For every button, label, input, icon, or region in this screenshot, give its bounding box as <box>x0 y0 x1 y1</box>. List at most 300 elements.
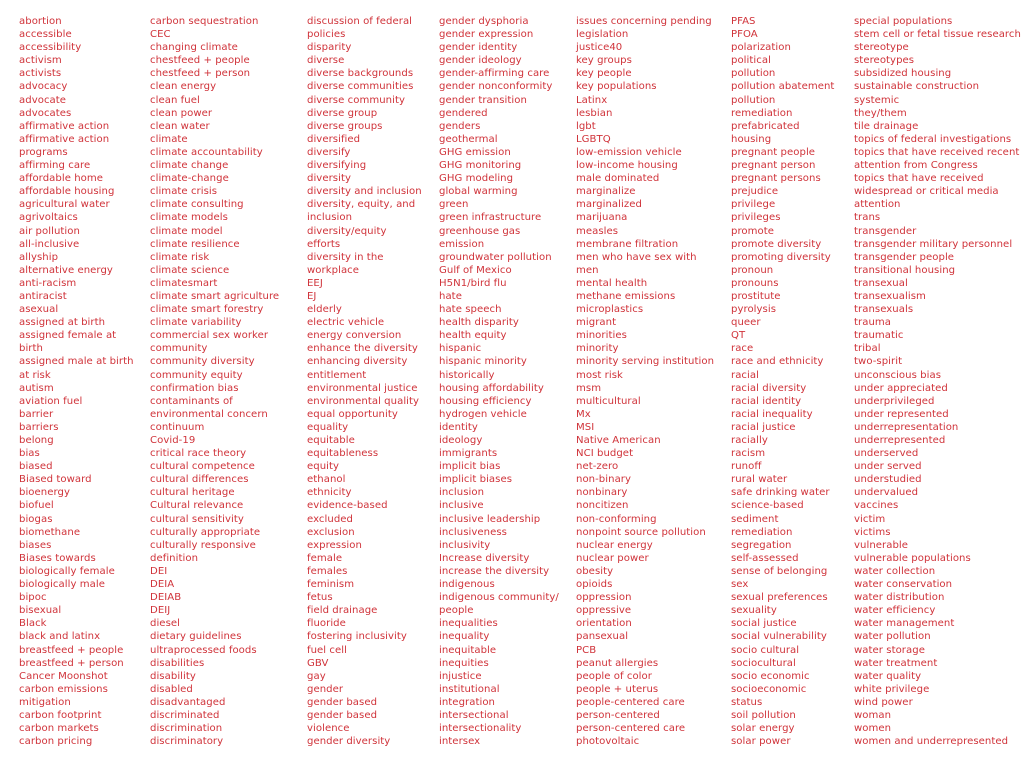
word-list-item: woman <box>854 709 892 721</box>
word-list-item: global warming <box>439 186 518 198</box>
word-list-item: obesity <box>576 565 614 577</box>
word-list-item: chestfeed + people <box>150 55 250 67</box>
word-list-item: oppressive <box>576 605 632 617</box>
word-list-item: diversity, equity, and <box>307 199 416 211</box>
word-list-item: gender based <box>307 696 378 708</box>
word-list-item: low-emission vehicle <box>576 146 682 158</box>
word-list-item: advocates <box>19 107 72 119</box>
word-list-item: institutional <box>439 683 500 695</box>
word-list-item: abortion <box>19 16 62 27</box>
word-list-item: diverse groups <box>307 120 383 132</box>
word-list-item: Cancer Moonshot <box>19 670 108 682</box>
word-list-item: greenhouse gas <box>439 225 521 237</box>
word-list-item: pregnant person <box>731 160 816 172</box>
word-list-item: sexuality <box>731 605 777 617</box>
word-list-item: female <box>307 552 343 564</box>
word-list-item: health disparity <box>439 317 519 329</box>
word-list-item: water collection <box>854 565 936 577</box>
word-list-item: solar power <box>731 736 791 748</box>
word-list-item: GHG monitoring <box>439 160 522 172</box>
word-list-item: activists <box>19 68 62 80</box>
word-list-item: Mx <box>576 408 591 420</box>
word-list-item: affordable housing <box>19 186 115 198</box>
word-list-item: asexual <box>19 304 59 316</box>
word-column-4 <box>439 15 559 748</box>
word-list-item: marginalized <box>576 199 642 211</box>
word-list-item: lgbt <box>576 120 596 132</box>
word-list-item: climate models <box>150 212 228 224</box>
word-list-item: nonbinary <box>576 487 628 499</box>
word-list-item: electric vehicle <box>307 317 385 329</box>
word-list-item: biofuel <box>19 500 54 512</box>
word-list-item: climate consulting <box>150 199 244 211</box>
word-list-item: privilege <box>731 199 776 211</box>
word-list-item: Black <box>19 618 47 630</box>
word-list-item: at risk <box>19 369 51 381</box>
word-list-item: GHG emission <box>439 146 511 158</box>
word-list-item: discriminatory <box>150 736 224 748</box>
word-list-item: gender identity <box>439 42 518 54</box>
word-list-item: injustice <box>439 670 482 682</box>
word-list-item: gay <box>307 670 326 682</box>
word-list-item: alternative energy <box>19 264 113 276</box>
word-list-item: water management <box>854 618 955 630</box>
word-list-item: promote diversity <box>731 238 822 250</box>
word-list-item: transexualism <box>854 290 926 302</box>
word-list-item: gender ideology <box>439 55 522 67</box>
word-list-item: understudied <box>854 474 922 486</box>
word-list-item: traumatic <box>854 330 904 342</box>
word-list-item: biologically female <box>19 565 115 577</box>
word-list-item: fluoride <box>307 618 346 630</box>
word-list-item: under served <box>854 461 922 473</box>
word-list-item: dietary guidelines <box>150 631 242 643</box>
word-list-item: carbon pricing <box>19 736 93 748</box>
word-list-item: clean fuel <box>150 94 200 106</box>
word-list-item: transitional housing <box>854 264 956 276</box>
word-list-item: unconscious bias <box>854 369 942 381</box>
word-list-item: racially <box>731 435 768 446</box>
word-list-item: feminism <box>307 579 355 591</box>
word-list-item: QT <box>731 330 746 342</box>
word-list-item: multicultural <box>576 395 641 407</box>
word-list-item: continuum <box>150 421 205 433</box>
word-list-item: accessible <box>19 29 72 41</box>
word-list-item: climate <box>150 133 188 145</box>
word-list-item: water storage <box>854 644 925 656</box>
word-list-item: pronoun <box>731 264 774 276</box>
word-list-item: inclusivity <box>439 539 491 551</box>
word-list-item: key people <box>576 68 632 80</box>
word-list-item: indigenous <box>439 579 495 591</box>
word-list-item: pregnant people <box>731 146 816 158</box>
word-list-item: fuel cell <box>307 644 347 656</box>
word-list-item: measles <box>576 225 619 237</box>
word-list-item: enhancing diversity <box>307 356 408 368</box>
word-list-item: socioeconomic <box>731 683 807 695</box>
word-list-item: people + uterus <box>576 683 659 695</box>
word-list-item: racial diversity <box>731 382 807 394</box>
word-list-item: antiracist <box>19 290 67 302</box>
word-list-item: diversifying <box>307 160 367 172</box>
word-list-item: bioenergy <box>19 487 71 499</box>
word-list-item: key groups <box>576 55 632 67</box>
word-list-item: underprivileged <box>854 395 935 407</box>
word-list-item: nuclear power <box>576 552 649 564</box>
word-list-item: remediation <box>731 107 793 119</box>
word-list-item: gender dysphoria <box>439 16 529 27</box>
word-list-item: water treatment <box>854 657 938 669</box>
word-list-item: water distribution <box>854 592 945 604</box>
word-list-item: underrepresented <box>854 435 946 446</box>
word-list-item: anti-racism <box>19 277 77 289</box>
word-list-item: cultural sensitivity <box>150 513 244 525</box>
word-list-item: status <box>731 696 763 708</box>
word-list-item: sociocultural <box>731 657 796 669</box>
word-column-2 <box>150 15 279 748</box>
word-list-item: transexual <box>854 277 908 289</box>
word-column-5 <box>576 15 714 748</box>
word-list-item: diverse communities <box>307 81 414 93</box>
word-list-item: ideology <box>439 435 483 446</box>
word-list-item: nonpoint source pollution <box>576 526 706 538</box>
word-list-item: diversify <box>307 146 351 158</box>
word-list-item: gender transition <box>439 94 527 106</box>
word-list-item: efforts <box>307 238 341 250</box>
word-list-item: wind power <box>854 696 913 708</box>
word-list-item: water quality <box>854 670 922 682</box>
word-list-item: environmental concern <box>150 408 268 420</box>
word-list-item: affirmative action <box>19 133 110 145</box>
word-list-item: pollution <box>731 68 776 80</box>
word-list-item: discrimination <box>150 723 223 735</box>
word-list-item: subsidized housing <box>854 68 952 80</box>
word-list-item: barrier <box>19 408 54 420</box>
word-list-item: vaccines <box>854 500 899 512</box>
word-list-item: all-inclusive <box>19 238 80 250</box>
word-list-item: racial identity <box>731 395 802 407</box>
word-list-item: cultural competence <box>150 461 255 473</box>
word-list-item: fetus <box>307 592 333 604</box>
word-list-item: women <box>854 723 892 735</box>
word-column-6 <box>731 15 834 748</box>
word-list-item: inclusive leadership <box>439 513 541 525</box>
word-list-item: solar energy <box>731 723 795 735</box>
word-list-item: violence <box>307 723 350 735</box>
word-list-item: green <box>439 199 469 211</box>
word-list-item: inequality <box>439 631 490 643</box>
word-column-7 <box>854 15 1021 748</box>
word-list-item: racial justice <box>731 421 796 433</box>
word-list-item: inequalities <box>439 618 498 630</box>
word-list-item: transgender people <box>854 251 955 263</box>
word-list-item: biases <box>19 539 52 551</box>
word-list-item: socio cultural <box>731 644 800 656</box>
word-list-item: bipoc <box>19 592 47 604</box>
word-list-item: agricultural water <box>19 199 110 211</box>
word-list-item: affordable home <box>19 173 104 185</box>
word-list-item: transgender military personnel <box>854 238 1013 250</box>
word-list-item: Biases towards <box>19 552 96 564</box>
word-list-item: bias <box>19 448 40 460</box>
word-list-item: biogas <box>19 513 53 525</box>
word-list-item: DEIA <box>150 579 175 591</box>
word-list-item: sex <box>731 579 749 591</box>
word-list-item: diverse community <box>307 94 405 106</box>
word-list-item: transgender <box>854 225 917 237</box>
word-list-item: community <box>150 343 208 355</box>
word-list-item: biomethane <box>19 526 81 538</box>
word-list-item: discussion of federal <box>307 16 413 27</box>
word-list-item: elderly <box>307 304 342 316</box>
word-list-item: microplastics <box>576 304 644 316</box>
word-list-item: historically <box>439 369 495 381</box>
word-list-item: promote <box>731 225 775 237</box>
word-list-item: sexual preferences <box>731 592 828 604</box>
word-list-item: environmental justice <box>307 382 418 394</box>
word-list-item: underrepresentation <box>854 421 959 433</box>
word-list-item: GBV <box>307 657 329 669</box>
word-list-item: critical race theory <box>150 448 247 460</box>
word-list-item: confirmation bias <box>150 382 239 394</box>
word-list-item: hydrogen vehicle <box>439 408 527 420</box>
word-list-item: tile drainage <box>854 120 919 132</box>
word-list-item: peanut allergies <box>576 657 659 669</box>
word-list-item: diverse group <box>307 107 378 119</box>
word-list-item: housing efficiency <box>439 395 532 407</box>
word-list-item: bisexual <box>19 605 62 617</box>
word-list-item: hispanic <box>439 343 482 355</box>
word-list-item: soil pollution <box>731 709 796 721</box>
word-list-item: rural water <box>731 474 788 486</box>
word-list-item: low-income housing <box>576 160 678 172</box>
word-list-item: minority <box>576 343 619 355</box>
word-column-3 <box>307 15 422 748</box>
word-list-item: they/them <box>854 107 907 119</box>
word-list-item: PCB <box>576 644 597 656</box>
word-list-item: oppression <box>576 592 632 604</box>
word-list-item: fostering inclusivity <box>307 631 407 643</box>
word-list-item: equitable <box>307 435 355 446</box>
word-list-item: victim <box>854 513 886 525</box>
word-list-item: clean power <box>150 107 213 119</box>
word-list-item: climate smart forestry <box>150 304 264 316</box>
word-list-item: sense of belonging <box>731 565 828 577</box>
word-list-item: mitigation <box>19 696 71 708</box>
word-list-item: Gulf of Mexico <box>439 264 512 276</box>
word-list-item: climate-change <box>150 173 229 185</box>
word-list-item: chestfeed + person <box>150 68 251 80</box>
word-list-item: activism <box>19 55 62 67</box>
word-list-item: key populations <box>576 81 657 93</box>
word-list-item: political <box>731 55 771 67</box>
word-list-item: equality <box>307 421 349 433</box>
word-list-item: white privilege <box>854 683 930 695</box>
word-list-item: inclusion <box>439 487 485 499</box>
word-list-item: culturally appropriate <box>150 526 261 538</box>
word-list-item: msm <box>576 382 602 394</box>
word-list-item: vulnerable <box>854 539 909 551</box>
word-list-item: person-centered <box>576 709 660 721</box>
word-list-item: diverse backgrounds <box>307 68 414 80</box>
word-list-item: field drainage <box>307 605 378 617</box>
word-list-item: ultraprocessed foods <box>150 644 257 656</box>
word-list-item: privileges <box>731 212 781 224</box>
word-list-item: implicit biases <box>439 474 513 486</box>
word-list-item: prejudice <box>731 186 779 198</box>
word-list-item: Increase diversity <box>439 552 530 564</box>
word-list-item: systemic <box>854 94 900 106</box>
word-list-item: hate <box>439 290 462 302</box>
word-list-item: increase the diversity <box>439 565 550 577</box>
word-list-item: implicit bias <box>439 461 501 473</box>
word-list-item: water conservation <box>854 579 953 591</box>
word-list-item: gender expression <box>439 29 534 41</box>
word-list-item: minorities <box>576 330 627 342</box>
word-list-item: disability <box>150 670 196 682</box>
word-list-item: socio economic <box>731 670 810 682</box>
word-list-item: climate model <box>150 225 223 237</box>
word-list-item: immigrants <box>439 448 498 460</box>
word-list-item: transexuals <box>854 304 914 316</box>
word-list-item: ethanol <box>307 474 346 486</box>
word-list-item: health equity <box>439 330 507 342</box>
word-list-item: breastfeed + person <box>19 657 124 669</box>
word-list-item: PFAS <box>731 16 756 27</box>
word-list-item: inequitable <box>439 644 497 656</box>
word-list-item: hate speech <box>439 304 502 316</box>
word-list-item: carbon footprint <box>19 709 102 721</box>
word-list-item: discriminated <box>150 709 220 721</box>
word-list-item: minority serving institution <box>576 356 715 368</box>
word-list-item: victims <box>854 526 891 538</box>
word-list-item: Covid-19 <box>150 435 196 446</box>
word-list-item: migrant <box>576 317 617 329</box>
word-list-item: science-based <box>731 500 804 512</box>
word-list-item: CEC <box>150 29 171 41</box>
word-list-item: diversity and inclusion <box>307 186 422 198</box>
word-list-item: breastfeed + people <box>19 644 124 656</box>
word-list-item: community equity <box>150 369 243 381</box>
word-list-item: advocacy <box>19 81 68 93</box>
word-list-item: culturally responsive <box>150 539 256 551</box>
word-list-item: opioids <box>576 579 613 591</box>
word-list-item: exclusion <box>307 526 355 538</box>
word-list-item: orientation <box>576 618 632 630</box>
word-list-item: carbon sequestration <box>150 16 259 27</box>
word-list-item: prostitute <box>731 290 781 302</box>
word-list-item: justice40 <box>576 42 623 54</box>
word-list-item: climate risk <box>150 251 210 263</box>
word-list-item: issues concerning pending <box>576 16 712 27</box>
word-list-item: Cultural relevance <box>150 500 244 512</box>
word-list-item: people-centered care <box>576 696 685 708</box>
word-list-item: inclusive <box>439 500 484 512</box>
word-list-item: underserved <box>854 448 919 460</box>
word-list-item: self-assessed <box>731 552 799 564</box>
word-list-item: vulnerable populations <box>854 552 971 564</box>
word-list-item: carbon emissions <box>19 683 108 695</box>
word-list-item: Biased toward <box>19 474 92 486</box>
word-list-item: climate resilience <box>150 238 240 250</box>
word-list-item: pollution <box>731 94 776 106</box>
word-list-item: safe drinking water <box>731 487 830 499</box>
word-list-item: net-zero <box>576 461 619 473</box>
word-list-item: water pollution <box>854 631 931 643</box>
word-list-item: widespread or critical media <box>854 186 999 198</box>
word-list-item: non-conforming <box>576 513 657 525</box>
word-list-item: hispanic minority <box>439 356 527 368</box>
word-list-item: accessibility <box>19 42 82 54</box>
word-list-item: membrane filtration <box>576 238 679 250</box>
word-list-item: intersectionality <box>439 723 522 735</box>
word-list-item: DEI <box>150 565 168 577</box>
word-list-item: race <box>731 343 754 355</box>
word-list-item: disabilities <box>150 657 205 669</box>
word-list-item: racial <box>731 369 759 381</box>
word-list-item: inclusiveness <box>439 526 507 538</box>
word-list-item: pyrolysis <box>731 304 777 316</box>
word-list-item: noncitizen <box>576 500 629 512</box>
word-list-item: NCI budget <box>576 448 634 460</box>
word-list-item: special populations <box>854 16 953 27</box>
word-list-item: climate change <box>150 160 229 172</box>
word-list-item: intersectional <box>439 709 509 721</box>
word-list-item: evidence-based <box>307 500 388 512</box>
word-list-item: under represented <box>854 408 949 420</box>
word-list-item: integration <box>439 696 495 708</box>
word-list-item: entitlement <box>307 369 367 381</box>
word-list-item: men who have sex with <box>576 251 697 263</box>
word-list-item: DEIAB <box>150 592 182 604</box>
word-list-item: polarization <box>731 42 791 54</box>
word-list-item: enhance the diversity <box>307 343 418 355</box>
word-list-item: remediation <box>731 526 793 538</box>
word-list-item: methane emissions <box>576 290 676 302</box>
word-list-item: energy conversion <box>307 330 402 342</box>
word-list-item: housing affordability <box>439 382 544 394</box>
word-list-item: trans <box>854 212 881 224</box>
word-list-item: PFOA <box>731 29 758 41</box>
word-list-item: excluded <box>307 513 354 525</box>
word-list-item: clean water <box>150 120 210 132</box>
word-list-item: DEIJ <box>150 605 171 617</box>
word-list-item: assigned male at birth <box>19 356 134 368</box>
word-list-item: marginalize <box>576 186 636 198</box>
word-list-item: sustainable construction <box>854 81 980 93</box>
word-list-item: gender-affirming care <box>439 68 550 80</box>
word-list-item: expression <box>307 539 362 551</box>
word-list-item: runoff <box>731 461 762 473</box>
word-list-item: assigned female at <box>19 330 117 342</box>
word-list-item: black and latinx <box>19 631 101 643</box>
word-list-item: marijuana <box>576 212 628 224</box>
word-list-item: cultural heritage <box>150 487 235 499</box>
word-list-item: gender nonconformity <box>439 81 553 93</box>
word-list-item: commercial sex worker <box>150 330 269 342</box>
word-list-item: Native American <box>576 435 661 446</box>
word-list-item: male dominated <box>576 173 660 185</box>
word-list-item: affirming care <box>19 160 91 172</box>
word-list-item: disabled <box>150 683 193 695</box>
word-list-item: affirmative action <box>19 120 110 132</box>
word-list-item: barriers <box>19 421 59 433</box>
word-list-item: diversity/equity <box>307 225 387 237</box>
word-list-item: pregnant persons <box>731 173 821 185</box>
word-list-item: mental health <box>576 277 648 289</box>
word-list-item: stereotype <box>854 42 909 54</box>
word-list-item: community diversity <box>150 356 255 368</box>
